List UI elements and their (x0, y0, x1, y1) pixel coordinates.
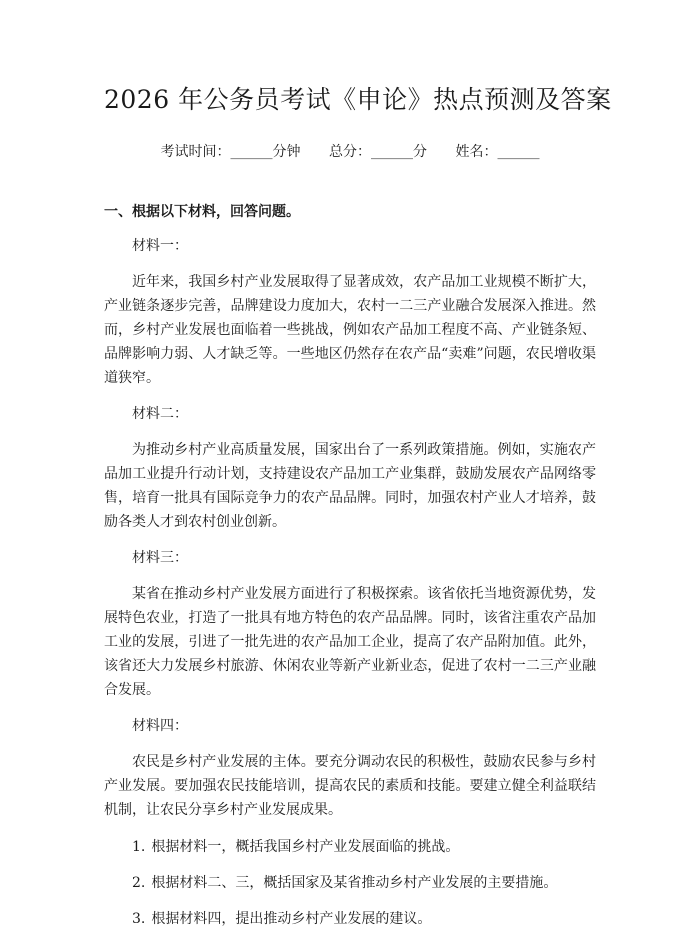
question-3 (104, 908, 596, 930)
exam-meta (104, 142, 596, 162)
material-text: 为推动乡村产业高质量发展，国家出台了一系列政策措施。例如，实施农产品加工业提升行动计划，支持建设农产品加工产业集群，鼓励发展农产品网络零售，培育一批具有国际竞争力的农产品品牌。同时，加强农村产业人才培养，鼓励各类人才到农村创业创新。 (104, 442, 596, 530)
question-1 (104, 836, 596, 858)
material-2 (104, 404, 596, 534)
material-label: 材料四： (132, 718, 188, 734)
material-3 (104, 548, 596, 702)
question-text: 根据材料一，概括我国乡村产业发展面临的挑战。 (151, 839, 460, 855)
question-2 (104, 872, 596, 894)
material-4 (104, 716, 596, 822)
exam-time-field: 考试时间：______分钟 (160, 144, 301, 160)
total-score-field: 总分：______分 (329, 144, 427, 160)
material-text: 农民是乡村产业发展的主体。要充分调动农民的积极性，鼓励农民参与乡村产业发展。要加强农民技能培训，提高农民的素质和技能。要建立健全利益联结机制，让农民分享乡村产业发展成果。 (104, 754, 596, 818)
material-label: 材料一： (132, 238, 188, 254)
question-number: 3. (132, 911, 146, 927)
student-name-field: 姓名：______ (455, 144, 540, 160)
material-1 (104, 236, 596, 390)
material-text: 某省在推动乡村产业发展方面进行了积极探索。该省依托当地资源优势，发展特色农业，打造了一批具有地方特色的农产品品牌。同时，该省注重农产品加工业的发展，引进了一批先进的农产品加工企业，提高了农产品附加值。此外，该省还大力发展乡村旅游、休闲农业等新产业新业态，促进了农村一二三产业融合发展。 (104, 586, 596, 698)
document-title: 2026 年公务员考试《申论》热点预测及答案 (104, 85, 612, 114)
material-text: 近年来，我国乡村产业发展取得了显著成效，农产品加工业规模不断扩大，产业链条逐步完善，品牌建设力度加大，农村一二三产业融合发展深入推进。然而，乡村产业发展也面临着一些挑战，例如农产品加工程度不高、产业链条短、品牌影响力弱、人才缺乏等。一些地区仍然存在农产品“卖难”问题，农民增收渠道狭窄。 (104, 274, 596, 386)
question-text: 根据材料二、三，概括国家及某省推动乡村产业发展的主要措施。 (151, 875, 558, 891)
question-text: 根据材料四，提出推动乡村产业发展的建议。 (151, 911, 432, 927)
section-heading: 一、根据以下材料，回答问题。 (104, 204, 300, 220)
material-label: 材料二： (132, 406, 188, 422)
question-number: 1. (132, 839, 146, 855)
question-number: 2. (132, 875, 146, 891)
material-label: 材料三： (132, 550, 188, 566)
